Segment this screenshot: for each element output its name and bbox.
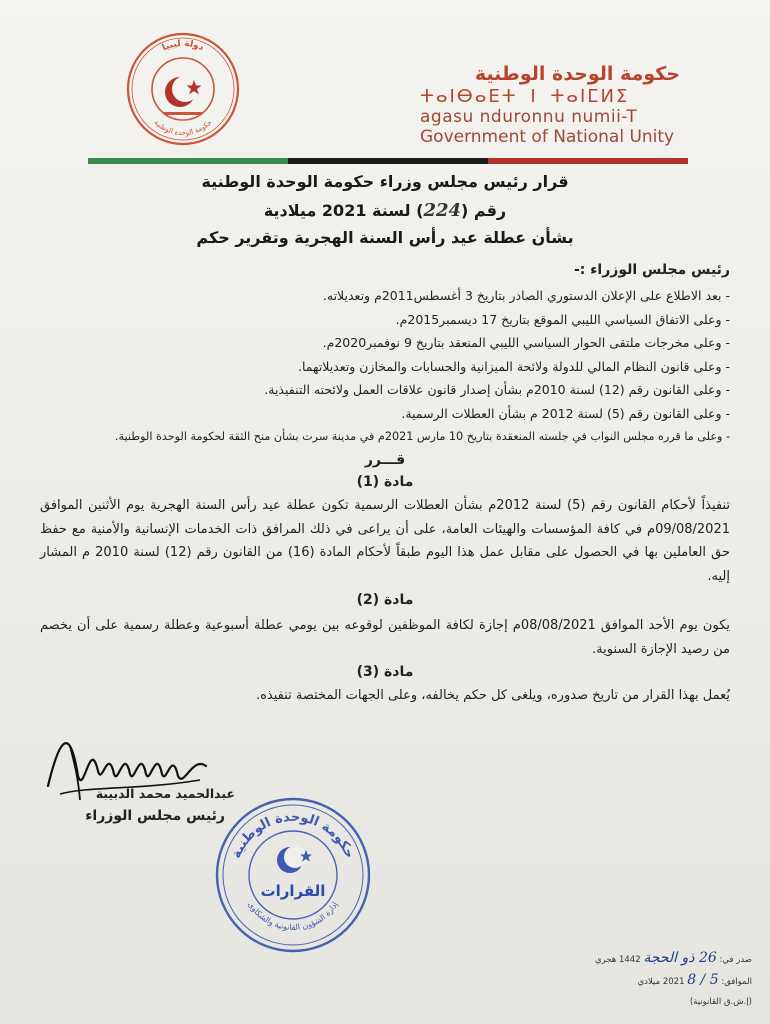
svg-text:دولة ليبيا (161, 39, 206, 53)
org-name-tifinagh: ⵜⴰⵏⴱⴰⴹⵜ ⵏ ⵜⴰⵏⵎⵍⵉ (420, 86, 630, 107)
article-2-text: يكون يوم الأحد الموافق 08/08/2021م إجازة لكافة الموظفين لوقوعه بين يومي عطلة أسبوعية وعطلة رسمية على أن يخصم من رصيد الإجازة السنوية. (40, 618, 730, 657)
signer-title: رئيس مجلس الوزراء (85, 808, 225, 824)
org-name-arabic: حكومة الوحدة الوطنية (474, 63, 680, 85)
official-seal (214, 796, 372, 954)
org-name-english: Government of National Unity (420, 127, 675, 147)
signer-name: عبدالحميد محمد الدبيبة (95, 786, 235, 801)
seal-bottom-text: إدارة الشؤون القانونية والشكاوى (246, 900, 340, 932)
issuance-footer (572, 948, 752, 1012)
department-row: (إ.ش.ق القانونية) (689, 997, 752, 1007)
article-3-text: يُعمل بهذا القرار من تاريخ صدوره، ويلغى كل حكم يخالفه، وعلى الجهات المختصة تنفيذه. (255, 688, 730, 703)
government-logo (126, 32, 240, 146)
flag-bar-black (288, 158, 488, 164)
decision-number-line (60, 200, 710, 221)
decision-number-suffix: ) لسنة 2021 ميلادية (263, 201, 424, 220)
corresponding-row (572, 970, 752, 992)
preamble-clause: - وعلى ما قرره مجلس النواب في جلسته المنعقدة بتاريخ 10 مارس 2021م في مدينة سرت بشأن منح الثقة لحكومة الوحدة الوطنية. (114, 430, 730, 443)
corresponding-handwritten: 5 / 8 (687, 972, 719, 988)
flag-bar-green (88, 158, 288, 164)
decided-heading: قـــرر (364, 452, 406, 468)
decision-subject: بشأن عطلة عيد رأس السنة الهجرية وتقرير حكم (196, 228, 574, 247)
preamble-clause: - بعد الاطلاع على الإعلان الدستوري الصادر بتاريخ 3 أغسطس2011م وتعديلاته. (322, 288, 730, 303)
organization-name-block (420, 62, 680, 148)
preamble-clause: - وعلى مخرجات ملتقى الحوار السياسي الليبي المنعقد بتاريخ 9 نوفمبر2020م. (322, 335, 730, 350)
seal-center-text: القرارات (260, 882, 326, 900)
preamble-clause: - وعلى القانون رقم (12) لسنة 2010م بشأن إصدار قانون علاقات العمل ولائحته التنفيذية. (264, 382, 730, 397)
decision-number: 224 (423, 200, 462, 221)
issued-label: صدر في: (719, 955, 752, 965)
seal-outer-text: حكومة الوحدة الوطنية (228, 809, 358, 861)
article-2-heading: مادة (2) (356, 592, 414, 608)
preamble-clauses (30, 284, 730, 449)
decision-number-prefix: رقم ( (461, 201, 507, 220)
preamble-clause: - وعلى الاتفاق السياسي الليبي الموقع بتاريخ 17 ديسمبر2015م. (395, 311, 730, 327)
issued-hijri-year: 1442 هجري (594, 955, 641, 965)
preamble-clause: - وعلى القانون رقم (5) لسنة 2012 م بشأن العطلات الرسمية. (401, 405, 730, 421)
issued-row (572, 948, 752, 970)
issued-hijri-handwritten: 26 ذو الحجة (643, 950, 717, 966)
article-1-heading: مادة (1) (356, 474, 414, 490)
logo-top-text: دولة ليبيا (160, 38, 206, 54)
org-name-amazigh-latin: agasu nduronnu numii-T (420, 107, 638, 127)
article-3-heading: مادة (3) (356, 664, 414, 680)
svg-text:حكومة الوحدة الوطنية (153, 118, 214, 137)
flag-color-bar (88, 158, 688, 164)
preamble-lead: رئيس مجلس الوزراء :- (573, 262, 730, 278)
article-1-text: تنفيذاً لأحكام القانون رقم (5) لسنة 2012م بشأن العطلات الرسمية تكون عطلة عيد رأس السنة الهجرية يوم الأثنين الموافق 09/08/2021م في كافة المؤسسات والهيئات العامة، على أن يراعى في ذلك المرافق ذات الخدمات الإنسانية والأمنية مع حفظ حق العاملين بها في الحصول على مقابل عمل هذا اليوم طبقاً لأحكام المادة (16) من القانون رقم (12) لسنة 2010 م المشار إليه. (40, 498, 730, 584)
logo-bottom-text: حكومة الوحدة الوطنية (152, 118, 214, 138)
corresponding-year: 2021 ميلادي (637, 977, 685, 987)
preamble-clause: - وعلى قانون النظام المالي للدولة ولائحة الميزانية والحسابات والمخازن وتعديلاتهما. (297, 358, 730, 374)
decision-title: قرار رئيس مجلس وزراء حكومة الوحدة الوطنية (201, 172, 569, 191)
flag-bar-red (488, 158, 688, 164)
corresponding-label: الموافق: (721, 977, 752, 987)
